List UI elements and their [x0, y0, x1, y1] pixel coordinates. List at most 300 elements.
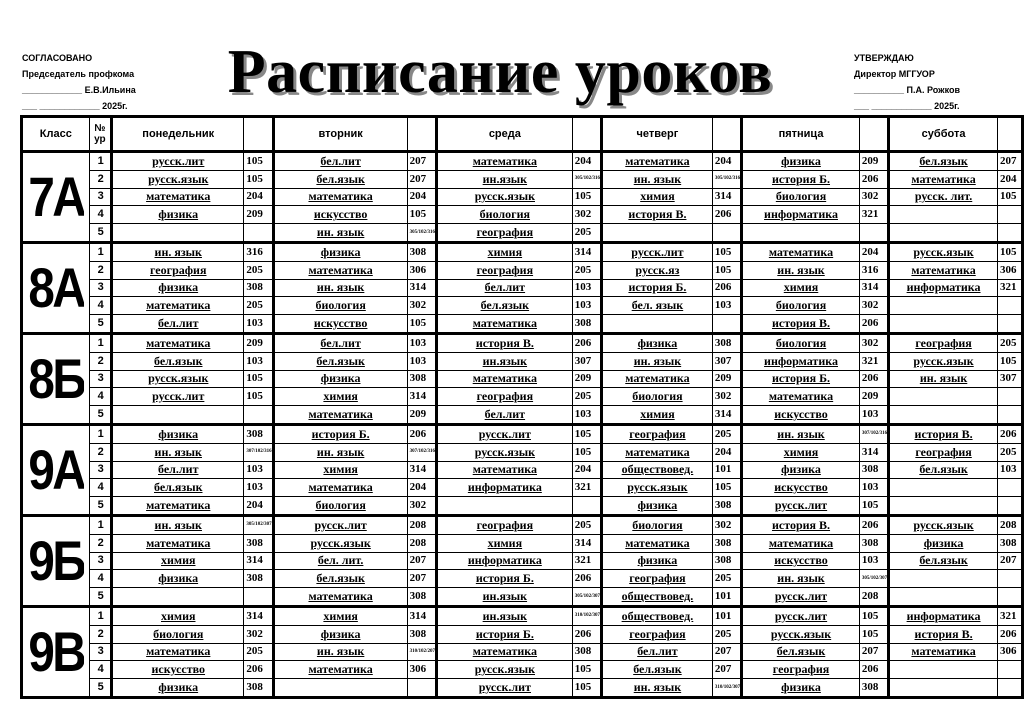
room-cell: 103	[407, 333, 436, 352]
room-cell: 305/102/316	[712, 170, 741, 188]
room-cell: 105	[572, 188, 601, 206]
room-cell: 310/102/307	[712, 679, 741, 698]
subject-cell: химия	[112, 552, 244, 570]
subject-cell: математика	[112, 643, 244, 661]
room-cell: 314	[407, 388, 436, 406]
lesson-number: 4	[89, 479, 112, 497]
lesson-row	[22, 570, 1023, 588]
subject-cell: история Б.	[742, 170, 860, 188]
subject-cell: ин. язык	[112, 515, 244, 534]
subject-cell: физика	[742, 461, 860, 479]
lesson-number: 4	[89, 388, 112, 406]
subject-cell: история Б.	[273, 424, 407, 443]
subject-cell: информатика	[436, 479, 572, 497]
room-cell: 204	[407, 479, 436, 497]
day-header-monday: понедельник	[112, 117, 244, 152]
room-cell: 205	[572, 224, 601, 243]
lesson-row	[22, 315, 1023, 334]
room-cell: 103	[244, 315, 273, 334]
room-cell: 314	[407, 606, 436, 625]
lesson-number: 4	[89, 570, 112, 588]
lesson-row	[22, 188, 1023, 206]
lesson-number: 2	[89, 261, 112, 279]
lesson-row	[22, 352, 1023, 370]
room-cell: 105	[572, 679, 601, 698]
subject-cell: русск.язык	[436, 443, 572, 461]
room-cell: 205	[712, 424, 741, 443]
lesson-row	[22, 424, 1023, 443]
subject-cell: физика	[112, 424, 244, 443]
room-cell: 302	[859, 188, 888, 206]
subject-cell: искусство	[742, 479, 860, 497]
room-cell: 209	[407, 406, 436, 425]
lesson-row	[22, 588, 1023, 607]
subject-cell: математика	[889, 170, 998, 188]
room-cell	[712, 224, 741, 243]
room-cell: 206	[997, 424, 1022, 443]
subject-cell: география	[436, 515, 572, 534]
room-cell	[244, 406, 273, 425]
subject-cell: география	[436, 224, 572, 243]
room-cell: 205	[997, 443, 1022, 461]
subject-cell: ин. язык	[742, 261, 860, 279]
room-cell: 205	[712, 625, 741, 643]
room-cell: 302	[572, 206, 601, 224]
subject-cell: география	[602, 625, 713, 643]
lesson-number: 1	[89, 515, 112, 534]
room-cell: 207	[712, 661, 741, 679]
subject-cell: ин. язык	[602, 679, 713, 698]
subject-cell: история В.	[889, 625, 998, 643]
subject-cell: математика	[436, 370, 572, 388]
subject-cell: история В.	[436, 333, 572, 352]
lesson-row	[22, 661, 1023, 679]
lesson-row	[22, 261, 1023, 279]
subject-cell: физика	[602, 552, 713, 570]
subject-cell: бел.язык	[436, 297, 572, 315]
subject-cell: математика	[436, 152, 572, 171]
lesson-row	[22, 679, 1023, 698]
subject-cell: искусство	[112, 661, 244, 679]
subject-cell: физика	[112, 279, 244, 297]
subject-cell: физика	[112, 206, 244, 224]
room-cell	[859, 224, 888, 243]
room-cell: 208	[997, 515, 1022, 534]
room-header	[244, 117, 273, 152]
subject-cell: география	[112, 261, 244, 279]
day-header-friday: пятница	[742, 117, 860, 152]
subject-cell	[889, 297, 998, 315]
subject-cell: искусство	[742, 552, 860, 570]
room-cell: 204	[712, 443, 741, 461]
room-cell: 105	[997, 188, 1022, 206]
lesson-row	[22, 206, 1023, 224]
lesson-row	[22, 297, 1023, 315]
subject-cell: математика	[742, 388, 860, 406]
subject-cell	[112, 224, 244, 243]
subject-cell: искусство	[273, 206, 407, 224]
room-cell: 308	[572, 315, 601, 334]
room-cell: 205	[572, 261, 601, 279]
subject-cell: бел.язык	[112, 479, 244, 497]
room-cell: 204	[244, 188, 273, 206]
subject-cell	[112, 588, 244, 607]
room-cell: 206	[572, 570, 601, 588]
subject-cell: история В.	[742, 315, 860, 334]
room-cell: 105	[407, 206, 436, 224]
room-cell: 205	[572, 515, 601, 534]
room-cell: 103	[407, 352, 436, 370]
room-cell: 308	[712, 552, 741, 570]
room-cell: 305/102/316	[407, 224, 436, 243]
room-cell: 103	[859, 406, 888, 425]
subject-cell	[889, 570, 998, 588]
lesson-row	[22, 170, 1023, 188]
subject-cell	[889, 497, 998, 516]
subject-cell	[889, 661, 998, 679]
lesson-row	[22, 279, 1023, 297]
subject-cell: русск.язык	[889, 515, 998, 534]
subject-cell: русск.яз	[602, 261, 713, 279]
lesson-row	[22, 534, 1023, 552]
lesson-number: 2	[89, 170, 112, 188]
lesson-number: 1	[89, 606, 112, 625]
subject-cell: бел.лит	[436, 279, 572, 297]
table-header-row	[22, 117, 1023, 152]
room-cell: 209	[244, 333, 273, 352]
lesson-number: 3	[89, 370, 112, 388]
subject-cell: физика	[889, 534, 998, 552]
room-cell: 105	[572, 443, 601, 461]
day-header-tuesday: вторник	[273, 117, 407, 152]
room-cell	[997, 588, 1022, 607]
room-cell: 206	[712, 279, 741, 297]
subject-cell: русск.лит	[436, 679, 572, 698]
subject-cell: история Б.	[436, 570, 572, 588]
room-cell: 206	[572, 625, 601, 643]
room-cell: 207	[712, 643, 741, 661]
room-cell: 209	[859, 152, 888, 171]
room-header	[997, 117, 1022, 152]
subject-cell: физика	[273, 625, 407, 643]
subject-cell: химия	[742, 279, 860, 297]
subject-cell: информатика	[889, 606, 998, 625]
subject-cell	[889, 224, 998, 243]
room-cell: 308	[712, 333, 741, 352]
room-cell: 103	[997, 461, 1022, 479]
subject-cell: ин. язык	[112, 242, 244, 261]
subject-cell: физика	[273, 242, 407, 261]
room-cell	[997, 388, 1022, 406]
lesson-row	[22, 606, 1023, 625]
lesson-number: 4	[89, 297, 112, 315]
subject-cell: биология	[112, 625, 244, 643]
subject-cell: обществовед.	[602, 606, 713, 625]
page-title: Расписание уроков	[227, 38, 773, 106]
subject-cell: русск.язык	[889, 352, 998, 370]
class-name: 7А	[27, 152, 84, 243]
room-cell: 321	[997, 606, 1022, 625]
subject-cell: математика	[112, 333, 244, 352]
room-cell: 204	[997, 170, 1022, 188]
subject-cell: химия	[602, 406, 713, 425]
room-cell: 314	[407, 461, 436, 479]
room-cell: 204	[572, 461, 601, 479]
room-cell	[407, 679, 436, 698]
room-cell: 207	[407, 170, 436, 188]
room-cell	[997, 679, 1022, 698]
lesson-number: 5	[89, 679, 112, 698]
lesson-number: 3	[89, 552, 112, 570]
subject-cell: история В.	[889, 424, 998, 443]
subject-cell: химия	[436, 534, 572, 552]
room-cell	[997, 570, 1022, 588]
approval-line: ___ ____________ 2025г.	[854, 101, 960, 111]
subject-cell: математика	[273, 261, 407, 279]
room-cell: 308	[407, 242, 436, 261]
room-cell: 204	[859, 242, 888, 261]
approval-block-right	[854, 50, 960, 114]
lesson-number: 2	[89, 534, 112, 552]
lesson-number: 3	[89, 188, 112, 206]
room-cell	[997, 497, 1022, 516]
subject-cell: история В.	[602, 206, 713, 224]
subject-cell: география	[889, 443, 998, 461]
day-header-wednesday: среда	[436, 117, 572, 152]
room-cell: 307	[572, 352, 601, 370]
subject-cell: ин. язык	[273, 643, 407, 661]
lesson-number: 3	[89, 279, 112, 297]
room-cell: 204	[407, 188, 436, 206]
subject-cell	[889, 588, 998, 607]
room-cell: 306	[407, 261, 436, 279]
subject-cell: обществовед.	[602, 461, 713, 479]
subject-cell: история В.	[742, 515, 860, 534]
room-cell	[244, 588, 273, 607]
subject-cell: физика	[112, 679, 244, 698]
room-cell: 207	[859, 643, 888, 661]
subject-cell: искусство	[273, 315, 407, 334]
subject-cell: физика	[602, 497, 713, 516]
room-cell: 103	[572, 279, 601, 297]
room-cell	[712, 315, 741, 334]
room-cell: 103	[859, 479, 888, 497]
subject-cell	[273, 679, 407, 698]
subject-cell: химия	[273, 388, 407, 406]
subject-cell: ин. язык	[889, 370, 998, 388]
lesson-row	[22, 625, 1023, 643]
subject-cell: бел.язык	[273, 570, 407, 588]
lesson-number: 1	[89, 424, 112, 443]
room-cell: 105	[572, 661, 601, 679]
room-cell: 105	[407, 315, 436, 334]
room-cell: 206	[407, 424, 436, 443]
lesson-number: 1	[89, 333, 112, 352]
room-cell: 314	[572, 242, 601, 261]
subject-cell: бел.язык	[273, 352, 407, 370]
lesson-number: 5	[89, 406, 112, 425]
room-cell: 314	[859, 279, 888, 297]
room-cell: 208	[859, 588, 888, 607]
subject-cell: русск. лит.	[889, 188, 998, 206]
room-cell: 103	[244, 461, 273, 479]
lesson-row	[22, 479, 1023, 497]
subject-cell: физика	[602, 333, 713, 352]
approval-line: ___ ____________ 2025г.	[22, 101, 128, 111]
room-cell: 307/102/316	[407, 443, 436, 461]
lesson-row	[22, 224, 1023, 243]
room-cell: 308	[244, 679, 273, 698]
subject-cell: бел.лит	[273, 333, 407, 352]
subject-cell: русск.язык	[436, 188, 572, 206]
room-cell: 105	[244, 170, 273, 188]
room-cell: 105	[859, 497, 888, 516]
day-header-thursday: четверг	[602, 117, 713, 152]
subject-cell: ин. язык	[742, 424, 860, 443]
lesson-number-header: № ур	[89, 117, 112, 152]
lesson-row	[22, 388, 1023, 406]
room-cell: 307	[712, 352, 741, 370]
room-header	[407, 117, 436, 152]
subject-cell: география	[436, 261, 572, 279]
room-cell: 103	[244, 479, 273, 497]
room-cell: 308	[997, 534, 1022, 552]
schedule-table	[20, 115, 1024, 699]
subject-cell: бел.язык	[889, 552, 998, 570]
class-name: 9В	[27, 606, 84, 697]
class-name: 8А	[27, 242, 84, 333]
subject-cell: химия	[273, 461, 407, 479]
room-cell: 205	[712, 570, 741, 588]
subject-cell: математика	[112, 534, 244, 552]
room-cell: 207	[407, 152, 436, 171]
room-cell: 307/102/316	[859, 424, 888, 443]
subject-cell: химия	[112, 606, 244, 625]
subject-cell: биология	[742, 188, 860, 206]
room-cell: 105	[859, 606, 888, 625]
lesson-number: 3	[89, 643, 112, 661]
subject-cell: математика	[112, 497, 244, 516]
subject-cell: русск.лит	[742, 606, 860, 625]
room-cell: 206	[997, 625, 1022, 643]
room-cell	[997, 315, 1022, 334]
approval-block-left	[22, 50, 136, 114]
subject-cell: биология	[436, 206, 572, 224]
room-cell: 103	[859, 552, 888, 570]
room-cell: 314	[244, 606, 273, 625]
subject-cell	[602, 315, 713, 334]
room-cell: 206	[572, 333, 601, 352]
lesson-row	[22, 461, 1023, 479]
room-cell: 205	[244, 643, 273, 661]
subject-cell: биология	[602, 515, 713, 534]
room-cell: 306	[997, 643, 1022, 661]
subject-cell: физика	[273, 370, 407, 388]
subject-cell: информатика	[436, 552, 572, 570]
lesson-number: 1	[89, 152, 112, 171]
room-cell: 302	[712, 388, 741, 406]
subject-cell: русск.язык	[889, 242, 998, 261]
subject-cell: ин.язык	[436, 170, 572, 188]
room-cell: 209	[859, 388, 888, 406]
subject-cell: русск.язык	[602, 479, 713, 497]
subject-cell: физика	[112, 570, 244, 588]
subject-cell: бел.язык	[889, 152, 998, 171]
room-cell: 314	[712, 406, 741, 425]
room-cell: 105	[712, 261, 741, 279]
subject-cell: обществовед.	[602, 588, 713, 607]
subject-cell: ин. язык	[602, 170, 713, 188]
subject-cell: бел.язык	[602, 661, 713, 679]
subject-cell: биология	[742, 297, 860, 315]
subject-cell	[436, 497, 572, 516]
subject-cell: русск.лит	[273, 515, 407, 534]
lesson-number: 5	[89, 588, 112, 607]
subject-cell: математика	[602, 370, 713, 388]
room-cell: 208	[407, 534, 436, 552]
room-cell: 105	[712, 242, 741, 261]
room-cell: 105	[859, 625, 888, 643]
room-cell: 204	[712, 152, 741, 171]
room-cell: 308	[712, 497, 741, 516]
subject-cell: бел.язык	[112, 352, 244, 370]
subject-cell: химия	[436, 242, 572, 261]
subject-cell: бел.лит	[602, 643, 713, 661]
room-cell: 205	[997, 333, 1022, 352]
subject-cell	[889, 679, 998, 698]
lesson-number: 2	[89, 352, 112, 370]
room-cell: 308	[572, 643, 601, 661]
room-header	[859, 117, 888, 152]
room-header	[572, 117, 601, 152]
subject-cell: русск.язык	[742, 625, 860, 643]
lesson-number: 1	[89, 242, 112, 261]
lesson-number: 4	[89, 206, 112, 224]
subject-cell: математика	[273, 661, 407, 679]
room-cell: 206	[859, 170, 888, 188]
subject-cell: русск.лит	[742, 588, 860, 607]
room-cell: 207	[997, 152, 1022, 171]
lesson-row	[22, 643, 1023, 661]
room-cell	[997, 206, 1022, 224]
room-cell: 302	[407, 497, 436, 516]
subject-cell: математика	[273, 188, 407, 206]
room-cell: 308	[859, 534, 888, 552]
approval-line: __________ П.А. Рожков	[854, 85, 960, 95]
subject-cell: ин.язык	[436, 606, 572, 625]
room-cell: 206	[859, 315, 888, 334]
subject-cell: математика	[436, 643, 572, 661]
room-cell	[997, 297, 1022, 315]
subject-cell: русск.лит	[112, 152, 244, 171]
approval-line: ____________ Е.В.Ильина	[22, 85, 136, 95]
lesson-row	[22, 406, 1023, 425]
room-cell: 308	[859, 461, 888, 479]
class-name: 9Б	[27, 515, 84, 606]
subject-cell: искусство	[742, 406, 860, 425]
subject-cell: география	[742, 661, 860, 679]
class-name: 9А	[27, 424, 84, 515]
subject-cell: ин. язык	[742, 570, 860, 588]
room-cell	[997, 406, 1022, 425]
subject-cell: математика	[112, 188, 244, 206]
room-cell: 207	[407, 570, 436, 588]
room-cell: 310/102/207	[407, 643, 436, 661]
room-cell: 305/102/307	[859, 570, 888, 588]
lesson-number: 2	[89, 443, 112, 461]
room-cell: 305/102/307	[572, 588, 601, 607]
subject-cell: история Б.	[602, 279, 713, 297]
